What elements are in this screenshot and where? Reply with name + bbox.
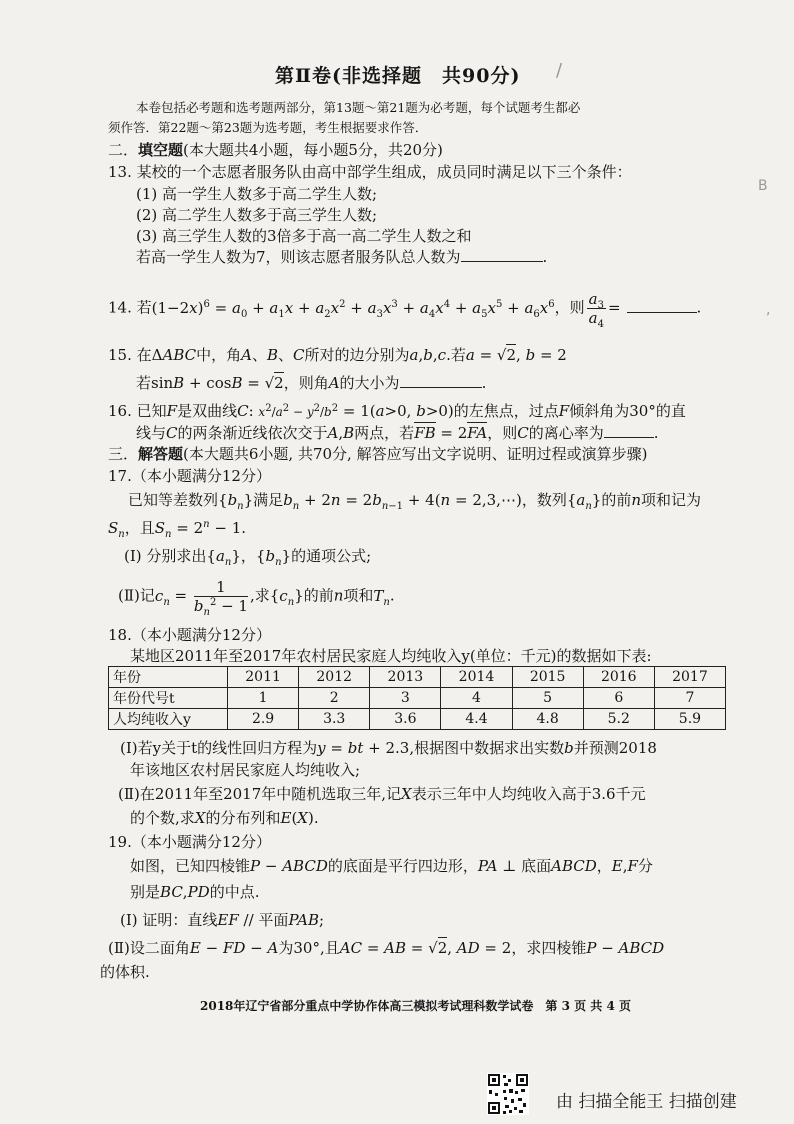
q17-part-1: (Ⅰ) 分别求出$\{a_n\}$，$\{b_n\}$的通项公式;: [124, 547, 372, 568]
income-table: [108, 666, 726, 730]
table-row: [109, 667, 726, 688]
q14-fraction: $\frac{a_3}{a_4}$: [588, 290, 604, 330]
scanner-watermark: 由 扫描全能王 扫描创建: [556, 1092, 737, 1112]
qr-code-icon: [487, 1073, 529, 1115]
table-row: [109, 688, 726, 709]
table-cell: 2.9: [228, 709, 299, 730]
table-row: [109, 709, 726, 730]
q13-ask: 若高一学生人数为7，则该志愿者服务队总人数为 .: [136, 248, 548, 266]
q18-part-1-cont: 年该地区农村居民家庭人均纯收入;: [130, 761, 361, 779]
answer-blank: [627, 298, 697, 313]
q15-line-2: 若sinB + cosB = √2，则角A的大小为 .: [136, 374, 487, 392]
q19-heading: 19.（本小题满分12分）: [108, 833, 271, 851]
table-cell: 2016: [583, 667, 654, 688]
q19-part-1: (Ⅰ) 证明：直线EF // 平面PAB;: [120, 911, 325, 929]
q18-part-2-cont: 的个数,求X的分布列和E(X).: [130, 809, 319, 827]
table-cell: 3.3: [299, 709, 370, 730]
table-cell: 5.9: [654, 709, 725, 730]
q17-fraction: $\frac{1}{b_n^2 - 1}$: [193, 578, 248, 618]
q14-expansion: $(1-2x)^6 = a_0 + a_1x + a_2x^2 + a_3x^3 + a_4x^4 + a_5x^5 + a_6x^6$: [151, 298, 555, 320]
q18-part-2: (Ⅱ)在2011年至2017年中随机选取三年,记X表示三年中人均纯收入高于3.6千元: [118, 785, 646, 803]
q17-heading: 17.（本小题满分12分）: [108, 467, 271, 485]
table-cell: 3: [370, 688, 441, 709]
table-cell: 4.8: [512, 709, 583, 730]
table-cell: 1: [228, 688, 299, 709]
q18-heading: 18.（本小题满分12分）: [108, 626, 271, 644]
table-cell: 2011: [228, 667, 299, 688]
intro-line-2: 须作答．第22题～第23题为选考题，考生根据要求作答．: [108, 120, 428, 135]
table-cell: 2015: [512, 667, 583, 688]
q17-line-2: $S_n$，且$S_n = 2^n - 1$.: [108, 519, 247, 540]
q13-condition-2: (2) 高二学生人数多于高三学生人数;: [136, 206, 378, 224]
q19-line-1: 如图，已知四棱锥P − ABCD的底面是平行四边形，PA ⊥ 底面ABCD，E,F分: [130, 857, 653, 875]
table-row-header: 人均纯收入y: [109, 709, 228, 730]
bleed-mark: ,: [766, 302, 771, 318]
answer-blank: [604, 423, 654, 438]
q19-line-2: 别是BC,PD的中点.: [130, 883, 260, 901]
answer-blank: [400, 373, 482, 388]
section-2-heading: 二．填空题(本大题共4小题，每小题5分，共20分): [108, 141, 443, 159]
q13-stem: 13. 某校的一个志愿者服务队由高中部学生组成，成员同时满足以下三个条件：: [108, 163, 632, 181]
intro-line-1: 本卷包括必考题和选考题两部分，第13题～第21题为必考题，每个试题考生都必: [136, 100, 581, 115]
table-cell: 2013: [370, 667, 441, 688]
q19-part-2: (Ⅱ)设二面角E − FD − A为30°,且AC = AB = √2, AD = 2，求四棱锥P − ABCD: [108, 939, 665, 957]
table-cell: 5.2: [583, 709, 654, 730]
table-cell: 2012: [299, 667, 370, 688]
table-cell: 2: [299, 688, 370, 709]
table-cell: 5: [512, 688, 583, 709]
q16-line-1: 16. 已知F是双曲线C: $x^2/a^2 - y^2/b^2 = 1(a>0$, b>0)的左焦点，过点F倾斜角为30°的直: [108, 402, 686, 420]
q13-condition-1: (1) 高一学生人数多于高二学生人数;: [136, 185, 378, 203]
table-cell: 2017: [654, 667, 725, 688]
q17-part-2: (Ⅱ)记$c_n$ = $\frac{1}{b_n^2 - 1}$ ,求$\{c_n\}$的前n项和$T_n$.: [118, 578, 395, 618]
table-cell: 6: [583, 688, 654, 709]
table-cell: 4.4: [441, 709, 512, 730]
table-cell: 4: [441, 688, 512, 709]
q18-intro: 某地区2011年至2017年农村居民家庭人均纯收入y(单位：千元)的数据如下表:: [130, 647, 652, 665]
answer-blank: [461, 247, 543, 262]
table-row-header: 年份代号t: [109, 688, 228, 709]
table-cell: 3.6: [370, 709, 441, 730]
q15-line-1: 15. 在ΔABC中，角A、B、C所对的边分别为a,b,c.若a = √2, b = 2: [108, 346, 567, 364]
table-cell: 7: [654, 688, 725, 709]
bleed-mark: B: [758, 178, 768, 194]
table-row-header: 年份: [109, 667, 228, 688]
q19-part-2-cont: 的体积.: [100, 963, 150, 981]
bleed-mark: /: [556, 60, 563, 81]
q16-line-2: 线与C的两条渐近线依次交于A,B两点，若FB = 2FA，则C的离心率为 .: [136, 424, 659, 442]
q17-line-1: 已知等差数列$\{b_n\}$满足$b_n + 2n = 2b_{n-1} + 4(n$ = 2,3,⋯)，数列$\{a_n\}$的前n项和记为: [128, 491, 702, 512]
q14-stem: 14. 若$(1-2x)^6 = a_0 + a_1x + a_2x^2 + a_3x^3 + a_4x^4 + a_5x^5 + a_6x^6$，则 $\frac{a_3}{a_4}$ = .: [108, 290, 702, 330]
q18-part-1: (Ⅰ)若y关于t的线性回归方程为y = bt + 2.3,根据图中数据求出实数b并预测2018: [120, 739, 657, 757]
section-3-heading: 三．解答题(本大题共6小题, 共70分, 解答应写出文字说明、证明过程或演算步骤): [108, 445, 648, 463]
table-cell: 2014: [441, 667, 512, 688]
page-footer: 2018年辽宁省部分重点中学协作体高三模拟考试理科数学试卷 第 3 页 共 4 页: [200, 999, 632, 1013]
q13-condition-3: (3) 高三学生人数的3倍多于高一高二学生人数之和: [136, 227, 472, 245]
section-title: 第Ⅱ卷(非选择题 共90分): [275, 65, 521, 87]
